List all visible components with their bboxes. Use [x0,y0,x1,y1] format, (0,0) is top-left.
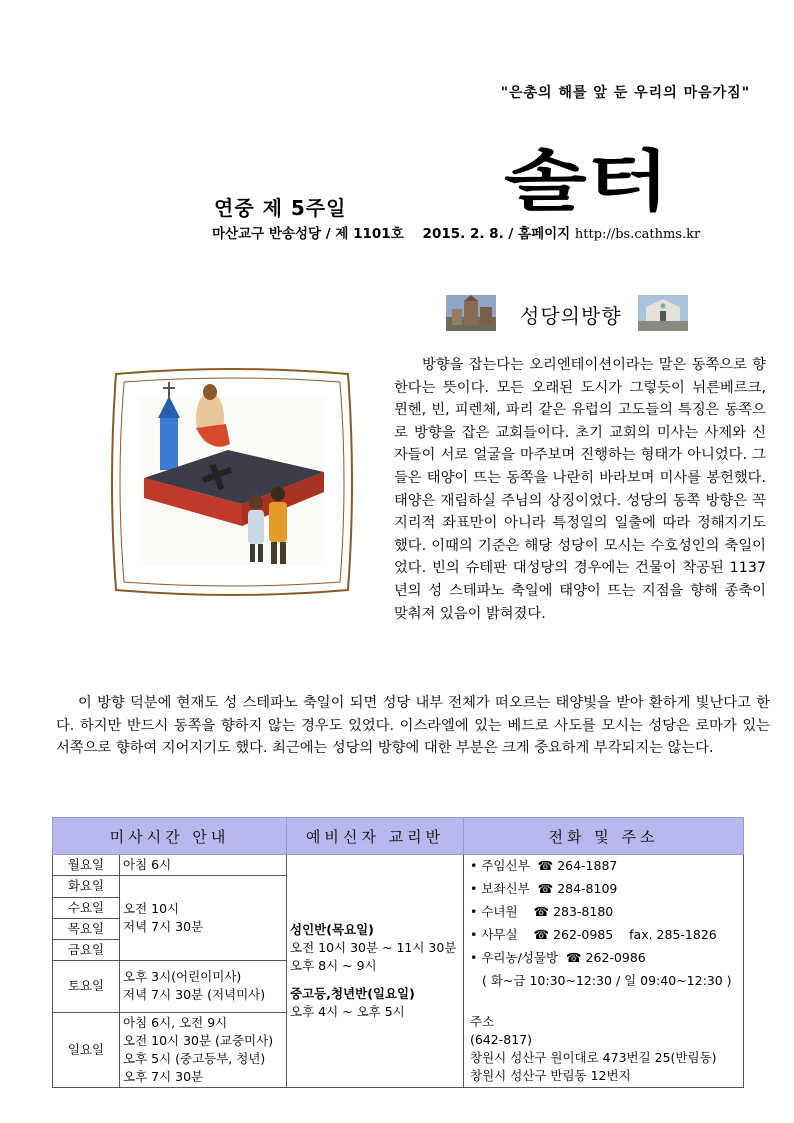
week-title: 연중 제 5주일 [214,196,347,220]
phone-icon: ☎ [533,927,550,942]
homepage-link[interactable]: http://bs.cathms.kr [574,227,701,242]
masthead-text: 솔터 [503,146,670,214]
separator: / [321,226,336,242]
time-sat: 오후 3시(어린이미사) 저녁 7시 30분 (저녁미사) [120,960,287,1012]
contact-cell [464,855,744,1088]
day-wed: 수요일 [53,897,120,918]
schedule-header-row [53,818,744,855]
motto: "은총의 해를 앞 둔 우리의 마음가짐" [500,85,750,101]
table-row [53,855,744,876]
adult-class-title: 성인반(목요일) [290,922,374,937]
time-weekday: 오전 10시 저녁 7시 30분 [120,876,287,961]
day-sat: 토요일 [53,960,120,1012]
youth-class-title: 중고등,청년반(일요일) [290,986,415,1001]
contact-assistant: • 보좌신부 ☎ 284-8109 [470,881,618,896]
issue-info [212,222,700,242]
parish-name: 마산교구 반송성당 [212,226,322,242]
day-tue: 화요일 [53,876,120,898]
contact-convent: • 수녀원 ☎ 283-8180 [470,904,614,919]
issue-date: 2015. 2. 8. [422,226,504,242]
section-title [446,295,696,335]
cathedral-photo-icon [638,295,688,331]
adult-class-time-2: 오후 8시 ~ 9시 [290,958,377,973]
address-label: 주소 [470,1014,495,1029]
youth-class-time: 오후 4시 ~ 오후 5시 [290,1004,405,1019]
masthead-logo [462,146,712,214]
phone-icon: ☎ [537,858,554,873]
fax-number: fax. 285-1826 [629,927,717,942]
contact-pastor: • 주임신부 ☎ 264-1887 [470,858,618,873]
illustration-bible-couple [110,368,354,596]
article-paragraph-1: 방향을 잡는다는 오리엔테이션이라는 말은 동쪽으로 향한다는 뜻이다. 모든 오래된 도시가 그렇듯이 뉘른베르크, 뮌헨, 빈, 피렌체, 파리 같은 유럽의 고도들의 특징은 동쪽으로 방향을 잡은 교회들이다. 초기 교회의 미사는 사제와 신자들이 서로 얼굴을 마주보며 진행하는 형태가 아니었다. 그들은 태양이 뜨는 동쪽을 나란히 바라보며 미사를 봉헌했다. 태양은 재림하실 주님의 상징이었다. 성당의 동쪽 방향은 꼭 지리적 좌표만이 아니라 특정일의 일출에 따라 정해지기도 했다. 이때의 기준은 해당 성당이 모시는 수호성인의 축일이었다. 빈의 슈테판 대성당의 경우에는 건물이 착공된 1137년의 성 스테파노 축일에 태양이 뜨는 지점을 향해 종축이 맞춰져 있음이 밝혀졌다. [394,357,766,622]
time-sun: 아침 6시, 오전 9시 오전 10시 30분 (교중미사) 오후 5시 (중고등부, 청년) 오후 7시 30분 [120,1012,287,1087]
day-mon: 월요일 [53,855,120,876]
issue-number: 제 1101호 [335,226,404,242]
mass-times-header: 미사시간 안내 [53,818,287,855]
phone-icon: ☎ [565,950,582,965]
phone-icon: ☎ [537,881,554,896]
church-photo-icon [446,295,496,331]
article-paragraph-2: 이 방향 덕분에 현재도 성 스테파노 축일이 되면 성당 내부 전체가 떠오르는 태양빛을 받아 환하게 빛난다고 한다. 하지만 반드시 동쪽을 향하지 않는 경우도 있었다. 이스라엘에 있는 베드로 사도를 모시는 성당은 로마가 있는 서쪽으로 향하여 지어지기도 했다. 최근에는 성당의 방향에 대한 부분은 크게 중요하게 부각되지는 않는다. [56,695,770,757]
contact-header: 전화 및 주소 [464,818,744,855]
day-thu: 목요일 [53,918,120,939]
schedule-table [52,817,744,1088]
day-fri: 금요일 [53,939,120,960]
homepage-label: 홈페이지 [518,226,571,242]
phone-icon: ☎ [533,904,550,919]
contact-store: • 우리농/성물방 ☎ 262-0986 [470,950,646,965]
catechism-cell [287,855,464,1088]
adult-class-time-1: 오전 10시 30분 ~ 11시 30분 [290,940,457,955]
time-mon: 아침 6시 [120,855,287,876]
office-hours: ( 화~금 10:30~12:30 / 일 09:40~12:30 ) [482,973,732,988]
contact-office: • 사무실 ☎ 262-0985 fax. 285-1826 [470,927,717,942]
address-line-2: 창원시 성산구 반림동 12번지 [470,1068,631,1083]
postal-code: (642-817) [470,1032,532,1047]
day-sun: 일요일 [53,1012,120,1087]
section-title-text: 성당의방향 [520,304,622,328]
separator: / [503,226,519,242]
address-line-1: 창원시 성산구 원이대로 473번길 25(반림동) [470,1050,717,1065]
catechism-header: 예비신자 교리반 [287,818,464,855]
